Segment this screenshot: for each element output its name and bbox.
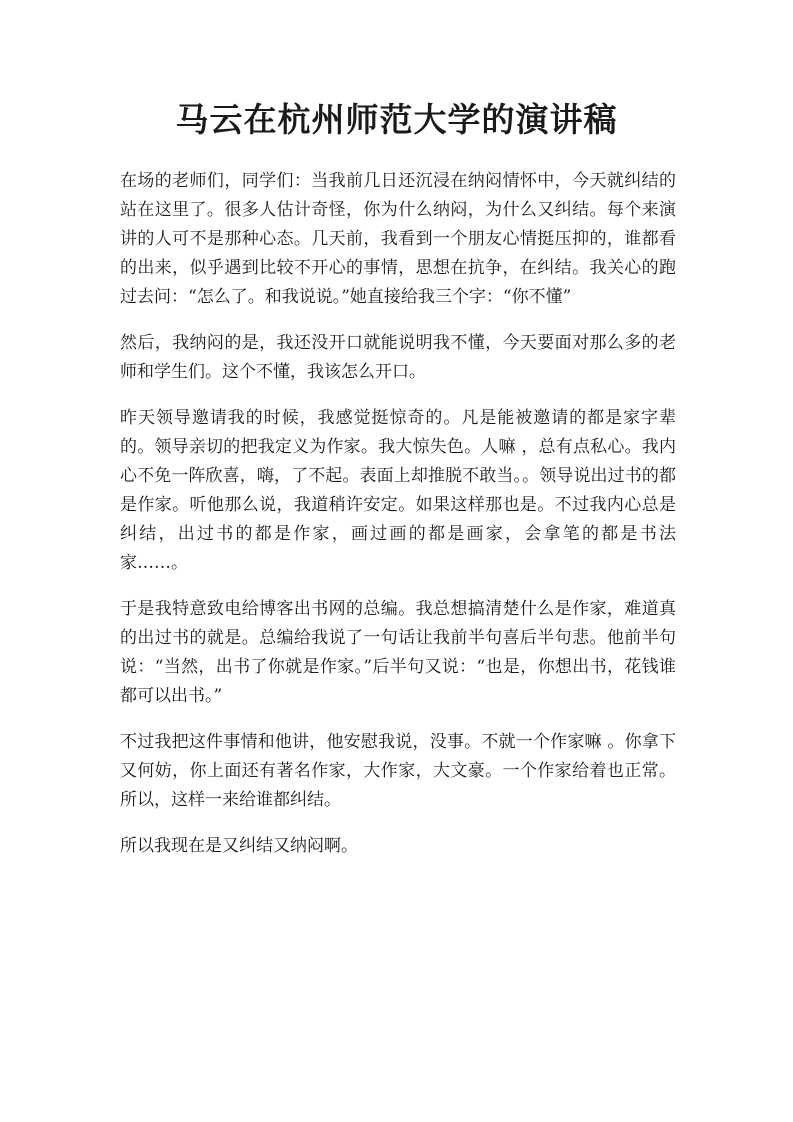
paragraph: 然后，我纳闷的是，我还没开口就能说明我不懂，今天要面对那么多的老师和学生们。这个不懂，我该怎么开口。 [120,333,676,382]
paragraph: 不过我把这件事情和他讲，他安慰我说，没事。不就一个作家嘛 。你拿下又何妨，你上面还有著名作家，大作家，大文豪。一个作家给着也正常。所以，这样一来给谁都纠结。 [120,732,676,810]
paragraph: 于是我特意致电给博客出书网的总编。我总想搞清楚什么是作家，难道真的出过书的就是。总编给我说了一句话让我前半句喜后半句悲。他前半句说：“当然，出书了你就是作家。”后半句又说：“也是，你想出书，花钱谁都可以出书。” [120,599,676,706]
document-title: 马云在杭州师范大学的演讲稿 [175,100,618,139]
paragraph: 在场的老师们，同学们：当我前几日还沉浸在纳闷情怀中，今天就纠结的站在这里了。很多人估计奇怪，你为什么纳闷，为什么又纠结。每个来演讲的人可不是那种心态。几天前，我看到一个朋友心情挺压抑的，谁都看的出来，似乎遇到比较不开心的事情，思想在抗争，在纠结。我关心的跑过去问：“怎么了。和我说说。”她直接给我三个字：“你不懂” [120,171,676,307]
document-body [120,167,676,878]
paragraph: 所以我现在是又纠结又纳闷啊。 [120,836,358,856]
paragraph: 昨天领导邀请我的时候，我感觉挺惊奇的。凡是能被邀请的都是家字辈的。领导亲切的把我定义为作家。我大惊失色。人嘛 ，总有点私心。我内心不免一阵欣喜，嗨，了不起。表面上却推脱不敢当。。领导说出过书的都是作家。听他那么说，我道稍许安定。如果这样那也是。不过我内心总是纠结，出过书的都是作家，画过画的都是画家，会拿笔的都是书法家……。 [120,408,676,573]
